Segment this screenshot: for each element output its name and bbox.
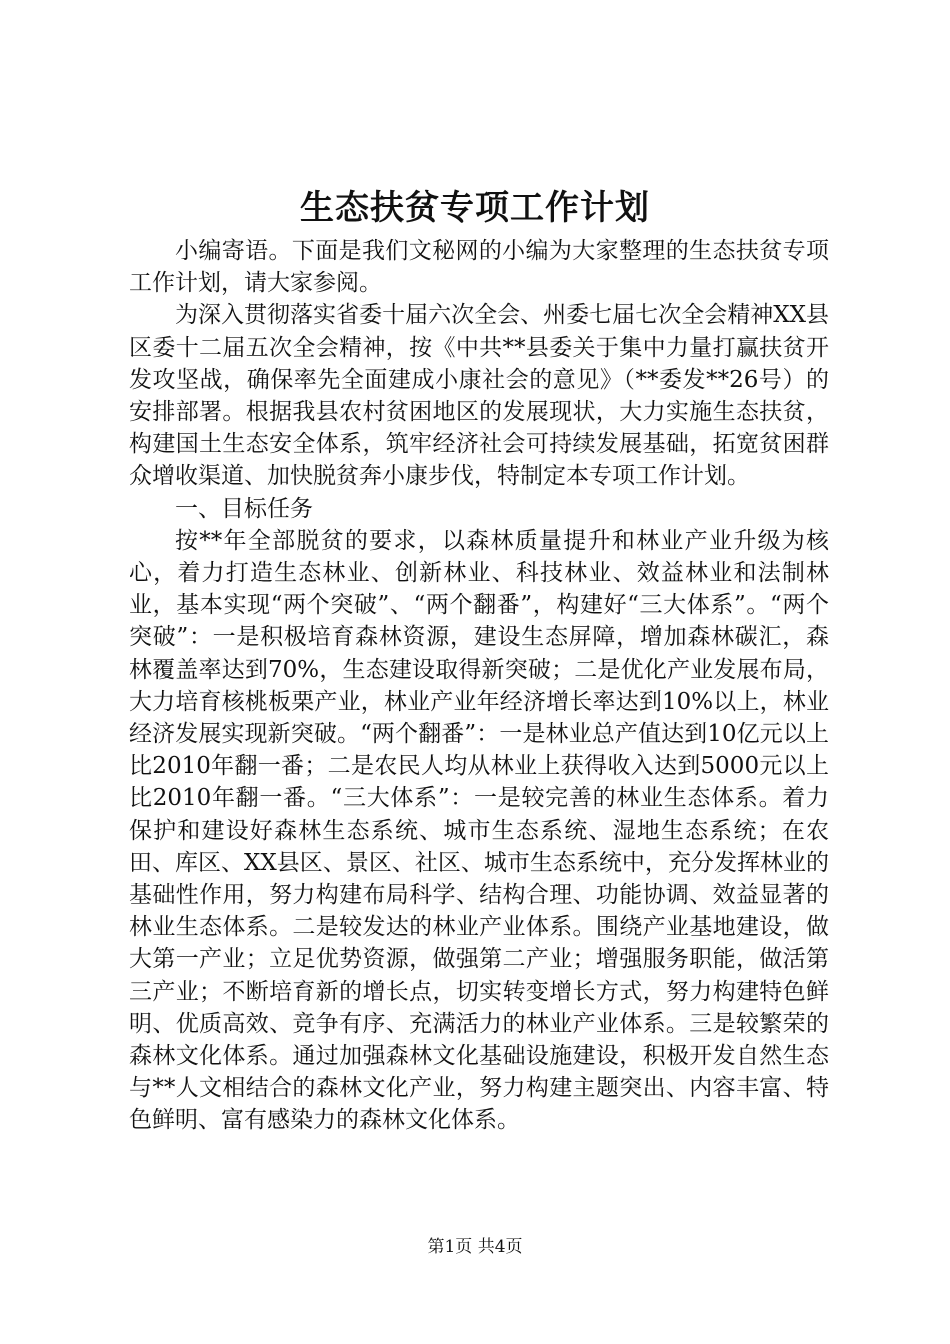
document-body	[129, 235, 829, 1137]
section-heading-goals: 一、目标任务	[175, 495, 313, 522]
paragraph-goals: 按**年全部脱贫的要求，以森林质量提升和林业产业升级为核心，着力打造生态林业、创新林业、科技林业、效益林业和法制林业，基本实现“两个突破”、“两个翻番”，构建好“三大体系”。“两个突破”：一是积极培育森林资源，建设生态屏障，增加森林碳汇，森林覆盖率达到70%，生态建设取得新突破；二是优化产业发展布局，大力培育核桃板栗产业，林业产业年经济增长率达到10%以上，林业经济发展实现新突破。“两个翻番”：一是林业总产值达到10亿元以上比2010年翻一番；二是农民人均从林业上获得收入达到5000元以上比2010年翻一番。“三大体系”：一是较完善的林业生态体系。着力保护和建设好森林生态系统、城市生态系统、湿地生态系统；在农田、库区、XX县区、景区、社区、城市生态系统中，充分发挥林业的基础性作用，努力构建布局科学、结构合理、功能协调、效益显著的林业生态体系。二是较发达的林业产业体系。围绕产业基地建设，做大第一产业；立足优势资源，做强第二产业；增强服务职能，做活第三产业；不断培育新的增长点，切实转变增长方式，努力构建特色鲜明、优质高效、竞争有序、充满活力的林业产业体系。三是较繁荣的森林文化体系。通过加强森林文化基础设施建设，积极开发自然生态与**人文相结合的森林文化产业，努力构建主题突出、内容丰富、特色鲜明、富有感染力的森林文化体系。	[129, 527, 829, 1134]
paragraph-background: 为深入贯彻落实省委十届六次全会、州委七届七次全会精神XX县区委十二届五次全会精神，按《中共**县委关于集中力量打赢扶贫开发攻坚战，确保率先全面建成小康社会的意见》（**委发**26号）的安排部署。根据我县农村贫困地区的发展现状，大力实施生态扶贫，构建国土生态安全体系，筑牢经济社会可持续发展基础，拓宽贫困群众增收渠道、加快脱贫奔小康步伐，特制定本专项工作计划。	[129, 302, 829, 490]
page-footer: 第1页 共4页	[427, 1237, 523, 1257]
paragraph-intro: 小编寄语。下面是我们文秘网的小编为大家整理的生态扶贫专项工作计划，请大家参阅。	[129, 238, 829, 297]
document-title: 生态扶贫专项工作计划	[300, 188, 650, 228]
